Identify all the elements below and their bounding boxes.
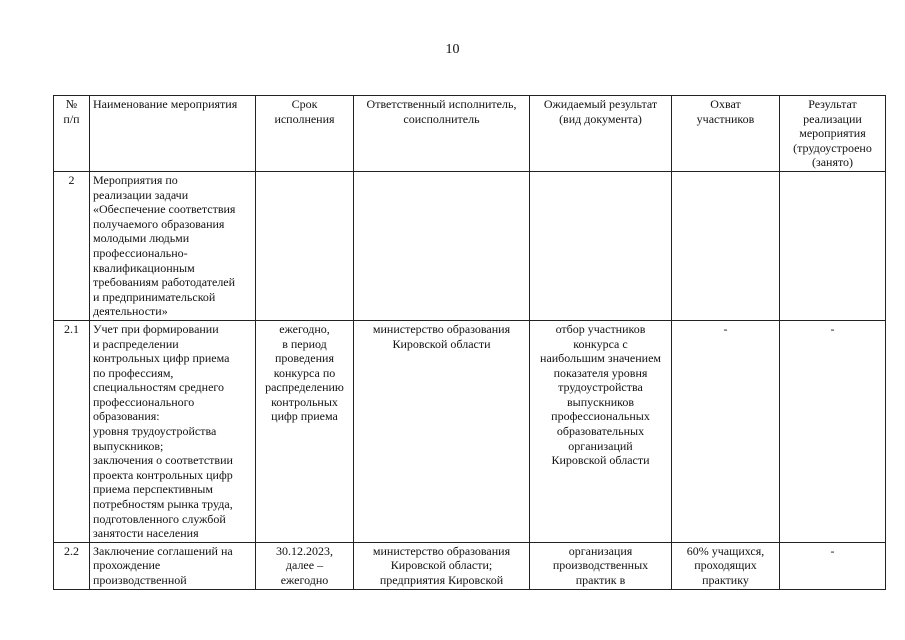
header-expected: Ожидаемый результат (вид документа) <box>530 96 672 172</box>
cell-name: Мероприятия по реализации задачи «Обеспечение соответствия получаемого образования молодыми людьми профессионально- квалификационным требованиям работодателей и предпринимательской деятельности» <box>90 171 256 320</box>
cell-coverage: - <box>672 320 780 542</box>
table-row <box>54 542 886 589</box>
cell-term: 30.12.2023, далее – ежегодно <box>256 542 354 589</box>
cell-expected: организация производственных практик в <box>530 542 672 589</box>
events-table <box>53 95 886 590</box>
cell-responsible <box>354 171 530 320</box>
cell-expected: отбор участников конкурса с наибольшим значением показателя уровня трудоустройства выпускников профессиональных образовательных организаций Кировской области <box>530 320 672 542</box>
cell-responsible: министерство образования Кировской области; предприятия Кировской <box>354 542 530 589</box>
header-name: Наименование мероприятия <box>90 96 256 172</box>
cell-term <box>256 171 354 320</box>
cell-result <box>780 171 886 320</box>
header-num: № п/п <box>54 96 90 172</box>
cell-term: ежегодно, в период проведения конкурса по распределению контрольных цифр приема <box>256 320 354 542</box>
cell-result: - <box>780 542 886 589</box>
cell-coverage: 60% учащихся, проходящих практику <box>672 542 780 589</box>
cell-responsible: министерство образования Кировской области <box>354 320 530 542</box>
header-result: Результат реализации мероприятия (трудоустроено (занято) <box>780 96 886 172</box>
page-number: 10 <box>445 42 460 57</box>
table-row <box>54 171 886 320</box>
cell-name: Учет при формировании и распределении контрольных цифр приема по профессиям, специальностям среднего профессионального образования: уровня трудоустройства выпускников; заключения о соответствии проекта контрольных цифр приема перспективным потребностям рынка труда, подготовленного службой занятости населения <box>90 320 256 542</box>
cell-name: Заключение соглашений на прохождение производственной <box>90 542 256 589</box>
cell-expected <box>530 171 672 320</box>
cell-result: - <box>780 320 886 542</box>
cell-num: 2.2 <box>54 542 90 589</box>
header-coverage: Охват участников <box>672 96 780 172</box>
table-row <box>54 320 886 542</box>
header-responsible: Ответственный исполнитель, соисполнитель <box>354 96 530 172</box>
cell-coverage <box>672 171 780 320</box>
header-term: Срок исполнения <box>256 96 354 172</box>
cell-num: 2 <box>54 171 90 320</box>
table-header-row <box>54 96 886 172</box>
cell-num: 2.1 <box>54 320 90 542</box>
